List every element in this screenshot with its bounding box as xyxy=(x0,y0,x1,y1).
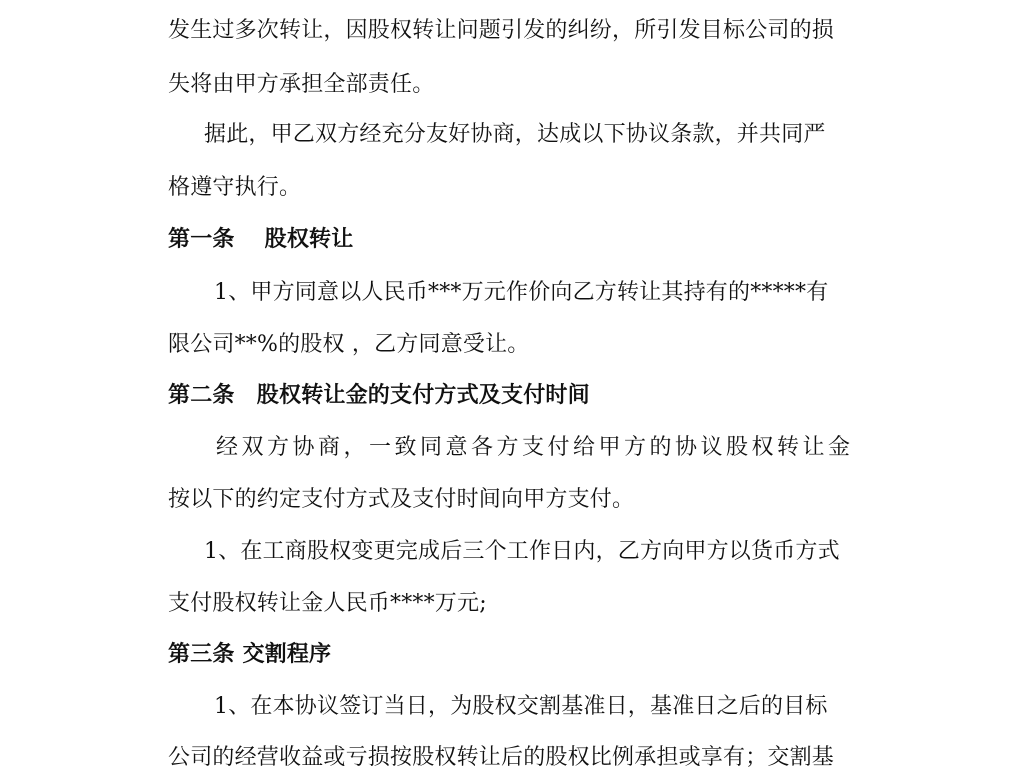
paragraph-line: 据此，甲乙双方经充分友好协商，达成以下协议条款，并共同严 xyxy=(204,122,826,147)
section-heading-1: 第一条 股权转让 xyxy=(168,227,354,252)
paragraph-line: 1、在工商股权变更完成后三个工作日内，乙方向甲方以货币方式 xyxy=(204,539,840,564)
paragraph-line: 按以下的约定支付方式及支付时间向甲方支付。 xyxy=(168,487,635,512)
paragraph-line: 公司的经营收益或亏损按股权转让后的股权比例承担或享有；交割基 xyxy=(168,745,835,770)
paragraph-line: 格遵守执行。 xyxy=(168,175,302,200)
paragraph-line: 经双方协商，一致同意各方支付给甲方的协议股权转让金 xyxy=(216,435,854,460)
section-heading-2: 第二条 股权转让金的支付方式及支付时间 xyxy=(168,383,590,408)
paragraph-line: 发生过多次转让，因股权转让问题引发的纠纷，所引发目标公司的损 xyxy=(168,18,835,43)
paragraph-line: 支付股权转让金人民币****万元; xyxy=(168,591,487,616)
paragraph-line: 1、甲方同意以人民币***万元作价向乙方转让其持有的*****有 xyxy=(214,280,829,305)
section-heading-3: 第三条 交割程序 xyxy=(168,642,332,667)
paragraph-line: 失将由甲方承担全部责任。 xyxy=(168,72,435,97)
paragraph-line: 限公司**%的股权 ，乙方同意受让。 xyxy=(168,332,530,357)
paragraph-line: 1、在本协议签订当日，为股权交割基准日，基准日之后的目标 xyxy=(214,694,828,719)
